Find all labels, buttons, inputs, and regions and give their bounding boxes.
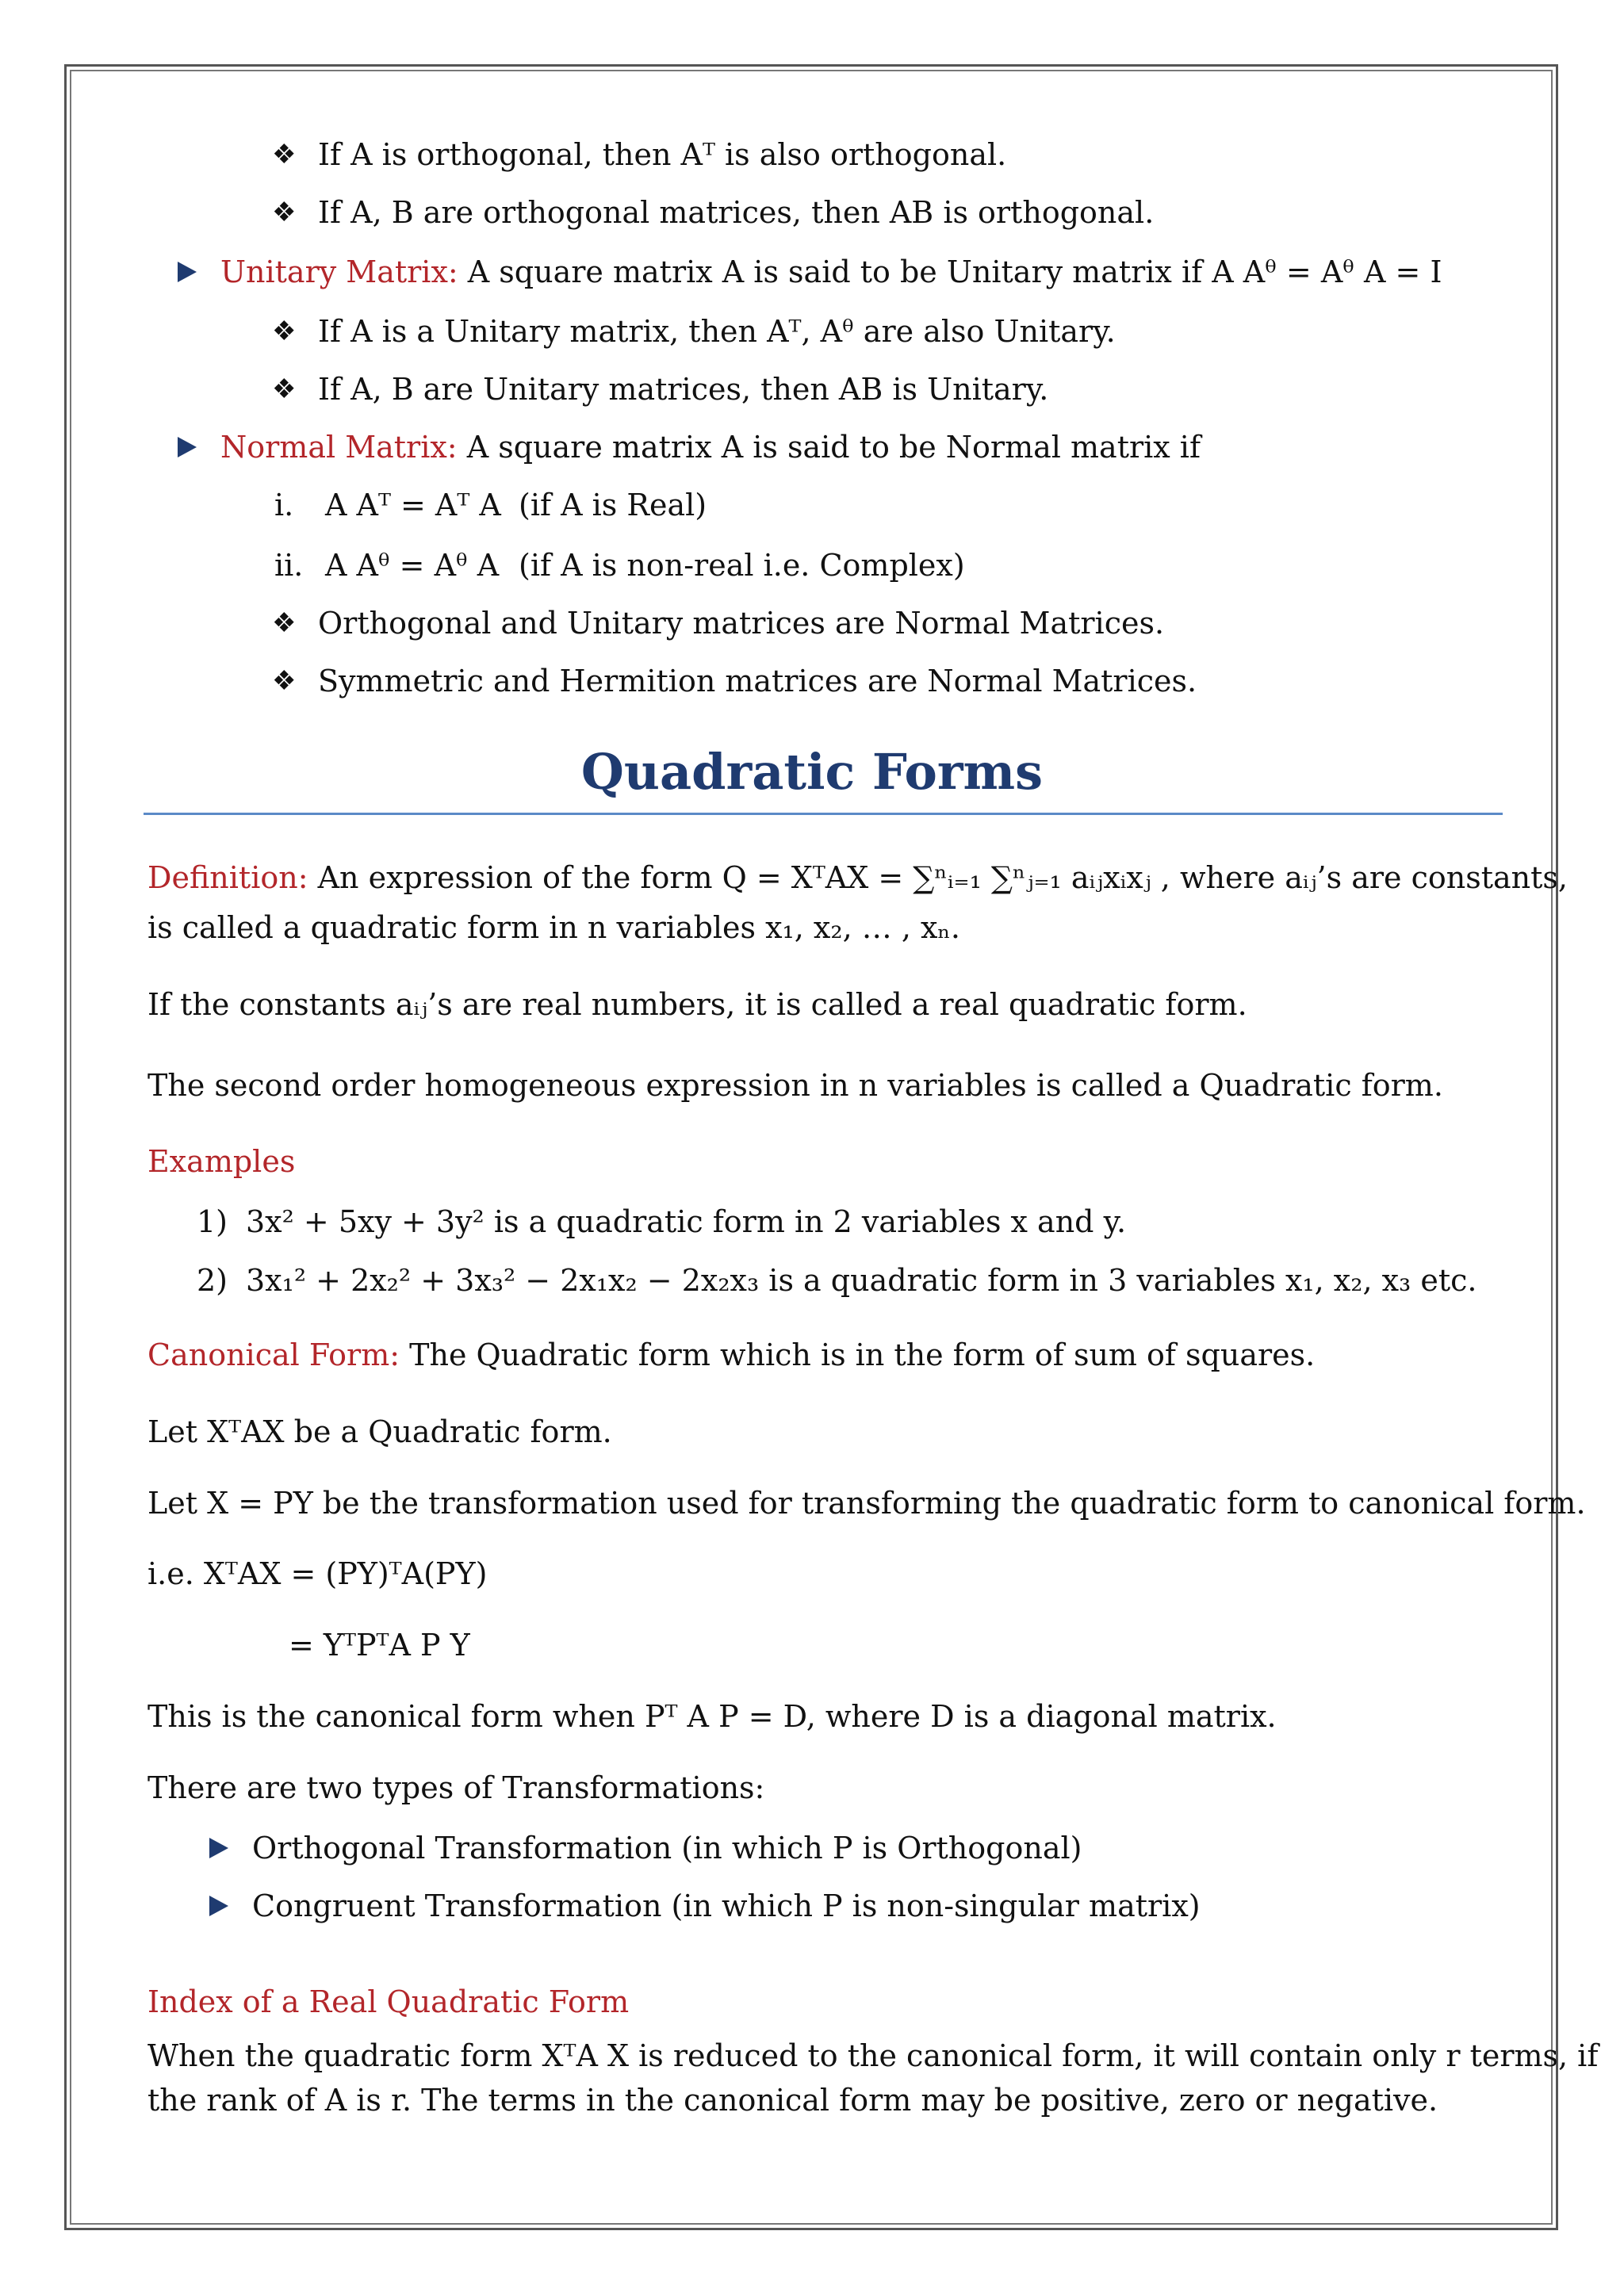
index-heading: Index of a Real Quadratic Form — [147, 1984, 630, 2019]
unitary-property-1: If A is a Unitary matrix, then Aᵀ, Aᶿ are also Unitary. — [318, 314, 1116, 349]
unitary-definition — [220, 254, 1442, 290]
definition-line-1 — [147, 859, 1568, 896]
transformation-equation-1: i.e. XᵀAX = (PY)ᵀA(PY) — [147, 1556, 488, 1591]
diamond-bullet-icon: ❖ — [272, 607, 297, 639]
normal-definition — [220, 429, 1201, 465]
transformation-types-text: There are two types of Transformations: — [147, 1770, 765, 1805]
definition-line-2: is called a quadratic form in n variables x₁, x₂, … , xₙ. — [147, 910, 960, 945]
example-2-number: 2) — [197, 1263, 228, 1298]
let-transformation: Let X = PY be the transformation used for transforming the quadratic form to canonical form. — [147, 1486, 1586, 1521]
normal-item-i-equation: A Aᵀ = Aᵀ A — [325, 488, 501, 522]
triangle-bullet-icon — [209, 1838, 228, 1858]
diamond-bullet-icon: ❖ — [272, 139, 297, 170]
canonical-definition — [147, 1337, 1315, 1373]
triangle-bullet-icon — [178, 262, 197, 282]
triangle-bullet-icon — [209, 1896, 228, 1916]
heading-rule — [144, 813, 1503, 815]
diamond-bullet-icon: ❖ — [272, 373, 297, 405]
example-1-text: 3x² + 5xy + 3y² is a quadratic form in 2 variables x and y. — [246, 1204, 1127, 1239]
canonical-when-text: This is the canonical form when Pᵀ A P = D, where D is a diagonal matrix. — [147, 1699, 1277, 1734]
transformation-equation-2: = YᵀPᵀA P Y — [289, 1628, 470, 1663]
orthogonal-property-2: If A, B are orthogonal matrices, then AB is orthogonal. — [318, 195, 1155, 230]
normal-label: Normal Matrix: — [220, 430, 458, 465]
example-1-number: 1) — [197, 1204, 228, 1239]
example-2-text: 3x₁² + 2x₂² + 3x₃² − 2x₁x₂ − 2x₂x₃ is a quadratic form in 3 variables x₁, x₂, x₃ etc. — [246, 1263, 1477, 1298]
normal-property-1: Orthogonal and Unitary matrices are Normal Matrices. — [318, 606, 1165, 641]
let-quadratic-form: Let XᵀAX be a Quadratic form. — [147, 1414, 612, 1449]
normal-item-ii-note: (if A is non-real i.e. Complex) — [519, 548, 965, 583]
unitary-label: Unitary Matrix: — [220, 254, 458, 289]
definition-label: Definition: — [147, 860, 308, 895]
normal-item-ii-number: ii. — [274, 548, 304, 583]
section-heading: Quadratic Forms — [580, 743, 1044, 801]
diamond-bullet-icon: ❖ — [272, 665, 297, 697]
canonical-label: Canonical Form: — [147, 1337, 400, 1372]
canonical-text: The Quadratic form which is in the form of sum of squares. — [409, 1337, 1316, 1372]
congruent-transformation: Congruent Transformation (in which P is non-singular matrix) — [252, 1888, 1201, 1923]
normal-item-i-number: i. — [274, 488, 294, 522]
real-quadratic-form-text: If the constants aᵢⱼ’s are real numbers, it is called a real quadratic form. — [147, 987, 1247, 1022]
normal-item-i-note: (if A is Real) — [519, 488, 707, 522]
examples-label: Examples — [147, 1144, 296, 1179]
orthogonal-transformation: Orthogonal Transformation (in which P is Orthogonal) — [252, 1831, 1082, 1866]
normal-text: A square matrix A is said to be Normal matrix if — [466, 430, 1201, 465]
index-line-1: When the quadratic form XᵀA X is reduced to the canonical form, it will contain only r terms, if — [147, 2038, 1599, 2073]
second-order-text: The second order homogeneous expression in n variables is called a Quadratic form. — [147, 1068, 1443, 1103]
orthogonal-property-1: If A is orthogonal, then Aᵀ is also orthogonal. — [318, 137, 1007, 172]
unitary-text: A square matrix A is said to be Unitary matrix if A Aᶿ = Aᶿ A = I — [467, 254, 1442, 289]
index-line-2: the rank of A is r. The terms in the canonical form may be positive, zero or negative. — [147, 2083, 1438, 2118]
diamond-bullet-icon: ❖ — [272, 197, 297, 228]
normal-property-2: Symmetric and Hermition matrices are Normal Matrices. — [318, 664, 1197, 698]
normal-item-ii-equation: A Aᶿ = Aᶿ A — [325, 548, 500, 583]
diamond-bullet-icon: ❖ — [272, 316, 297, 347]
unitary-property-2: If A, B are Unitary matrices, then AB is Unitary. — [318, 372, 1049, 407]
triangle-bullet-icon — [178, 437, 197, 457]
definition-text: An expression of the form Q = XᵀAX = ∑ⁿᵢ₌₁ ∑ⁿⱼ₌₁ aᵢⱼxᵢxⱼ , where aᵢⱼ’s are constants, — [317, 860, 1568, 895]
